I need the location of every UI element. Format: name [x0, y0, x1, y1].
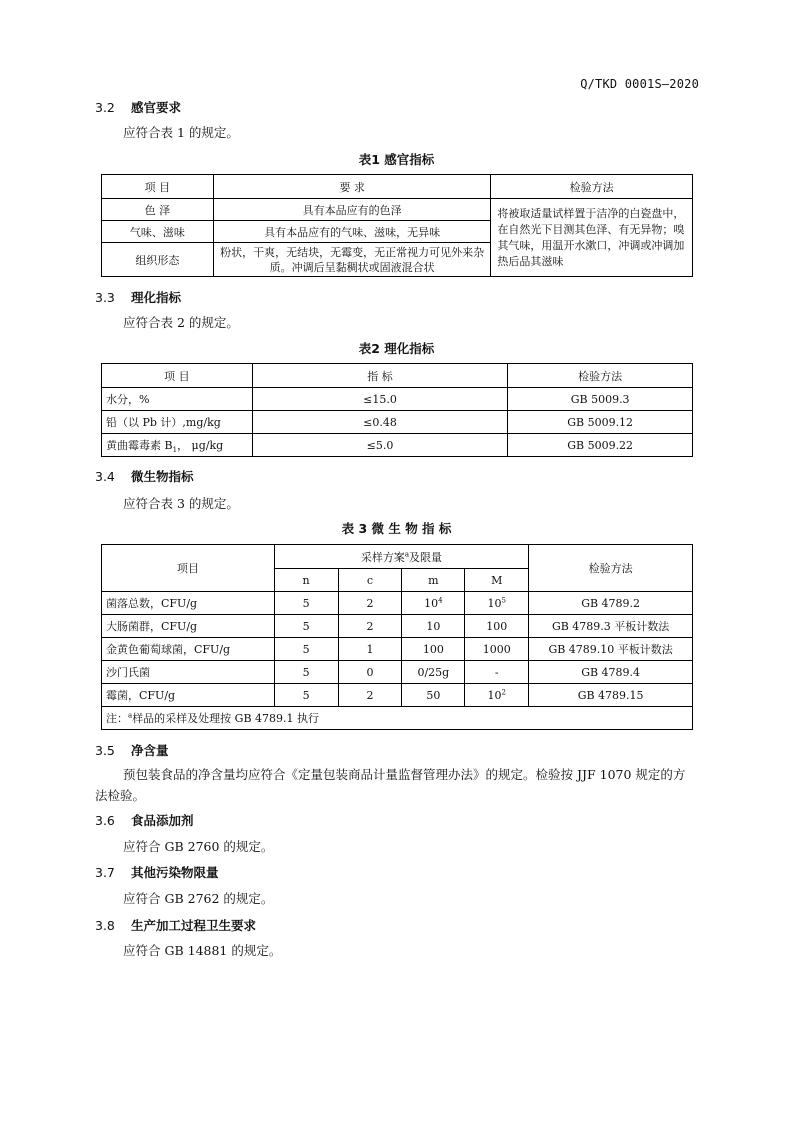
table-cell: ≤5.0	[252, 434, 507, 457]
section-number: 3.3	[95, 290, 115, 305]
table-cell: 气味、滋味	[102, 221, 214, 243]
section-number: 3.4	[95, 469, 115, 484]
table-cell: 菌落总数，CFU/g	[102, 592, 275, 615]
table-3-caption: 表 3 微 生 物 指 标	[341, 521, 452, 536]
table-cell: 0/25g	[402, 661, 465, 684]
table-cell: 1	[338, 638, 402, 661]
table-cell: 具有本品应有的色泽	[213, 199, 491, 221]
table-1-caption: 表1 感官指标	[358, 152, 435, 167]
section-3-4-text: 应符合表 3 的规定。	[123, 496, 239, 511]
table-cell: 2	[338, 592, 402, 615]
section-3-5-heading	[95, 741, 169, 759]
table-cell: 水分，%	[102, 388, 253, 411]
table-cell: 2	[338, 615, 402, 638]
table-cell: 50	[402, 684, 465, 707]
table-cell: 霉菌，CFU/g	[102, 684, 275, 707]
table-cell: 铅（以 Pb 计）,mg/kg	[102, 411, 253, 434]
section-3-6-heading	[95, 811, 194, 829]
table-cell: 5	[274, 638, 338, 661]
section-number: 3.5	[95, 743, 115, 758]
table-1-sensory	[101, 174, 693, 277]
table-header-cell: 要 求	[213, 175, 491, 199]
table-cell: 5	[274, 615, 338, 638]
table-cell: 沙门氏菌	[102, 661, 275, 684]
table-header-cell: m	[402, 569, 465, 592]
section-title: 理化指标	[131, 290, 182, 305]
section-3-3-heading	[95, 288, 181, 306]
section-title: 生产加工过程卫生要求	[131, 918, 257, 933]
table-cell: GB 4789.3 平板计数法	[529, 615, 693, 638]
table-header-cell: n	[274, 569, 338, 592]
table-cell: 2	[338, 684, 402, 707]
section-3-8-heading	[95, 916, 256, 934]
table-2-caption: 表2 理化指标	[358, 341, 435, 356]
table-cell-method: 将被取适量试样置于洁净的白瓷盘中，在自然光下目测其色泽、有无异物；嗅其气味，用温开水漱口，冲调或冲调加热后品其滋味	[491, 199, 693, 277]
table-cell: GB 4789.15	[529, 684, 693, 707]
table-cell: $10^2$	[465, 684, 529, 707]
table-cell: 色 泽	[102, 199, 214, 221]
table-header-cell: 采样方案$^a$及限量	[274, 545, 529, 569]
table-cell: ≤15.0	[252, 388, 507, 411]
table-cell: 大肠菌群，CFU/g	[102, 615, 275, 638]
table-cell: 组织形态	[102, 243, 214, 277]
table-cell: ≤0.48	[252, 411, 507, 434]
table-header-cell: M	[465, 569, 529, 592]
table-cell: 5	[274, 684, 338, 707]
table-cell: GB 5009.22	[508, 434, 693, 457]
table-cell: GB 5009.12	[508, 411, 693, 434]
section-title: 食品添加剂	[131, 813, 194, 828]
table-cell: 5	[274, 592, 338, 615]
table-cell: 黄曲霉毒素 $B_1$， μg/kg	[102, 434, 253, 457]
table-cell: 10	[402, 615, 465, 638]
table-cell: GB 4789.4	[529, 661, 693, 684]
section-number: 3.8	[95, 918, 115, 933]
section-3-2-heading	[95, 98, 181, 116]
table-cell: -	[465, 661, 529, 684]
section-3-6-text: 应符合 GB 2760 的规定。	[123, 839, 274, 854]
table-cell: $10^5$	[465, 592, 529, 615]
table-2-physicochemical	[101, 363, 693, 457]
section-title: 感官要求	[131, 100, 182, 115]
table-header-cell: 项 目	[102, 364, 253, 388]
table-cell: GB 5009.3	[508, 388, 693, 411]
table-cell: 金黄色葡萄球菌，CFU/g	[102, 638, 275, 661]
section-3-7-text: 应符合 GB 2762 的规定。	[123, 891, 274, 906]
table-3-microbiological	[101, 544, 693, 730]
section-title: 净含量	[131, 743, 169, 758]
table-cell: 1000	[465, 638, 529, 661]
table-cell: $10^4$	[402, 592, 465, 615]
table-header-cell: c	[338, 569, 402, 592]
section-number: 3.7	[95, 865, 115, 880]
section-3-8-text: 应符合 GB 14881 的规定。	[123, 943, 282, 958]
table-cell: GB 4789.10 平板计数法	[529, 638, 693, 661]
section-title: 其他污染物限量	[131, 865, 219, 880]
section-3-4-heading	[95, 467, 194, 485]
table-cell: 具有本品应有的气味、滋味，无异味	[213, 221, 491, 243]
section-3-5-text: 预包装食品的净含量均应符合《定量包装商品计量监督管理办法》的规定。检验按 JJF 1070 规定的方法检验。	[95, 767, 686, 803]
section-3-7-heading	[95, 863, 219, 881]
table-cell: 5	[274, 661, 338, 684]
section-3-2-text: 应符合表 1 的规定。	[123, 125, 239, 140]
table-header-cell: 项 目	[102, 175, 214, 199]
section-title: 微生物指标	[131, 469, 194, 484]
section-number: 3.2	[95, 100, 115, 115]
table-cell: GB 4789.2	[529, 592, 693, 615]
table-header-cell: 检验方法	[491, 175, 693, 199]
standard-code: Q/TKD 0001S—2020	[580, 77, 699, 91]
table-cell: 粉状，干爽，无结块，无霉变，无正常视力可见外来杂质。冲调后呈黏稠状或固液混合状	[213, 243, 491, 277]
section-number: 3.6	[95, 813, 115, 828]
table-note: 注：$^a$样品的采样及处理按 GB 4789.1 执行	[102, 707, 693, 730]
table-header-cell: 项目	[102, 545, 275, 592]
table-cell: 100	[402, 638, 465, 661]
table-cell: 100	[465, 615, 529, 638]
table-header-cell: 检验方法	[508, 364, 693, 388]
table-cell: 0	[338, 661, 402, 684]
table-header-cell: 指 标	[252, 364, 507, 388]
table-header-cell: 检验方法	[529, 545, 693, 592]
section-3-3-text: 应符合表 2 的规定。	[123, 315, 239, 330]
